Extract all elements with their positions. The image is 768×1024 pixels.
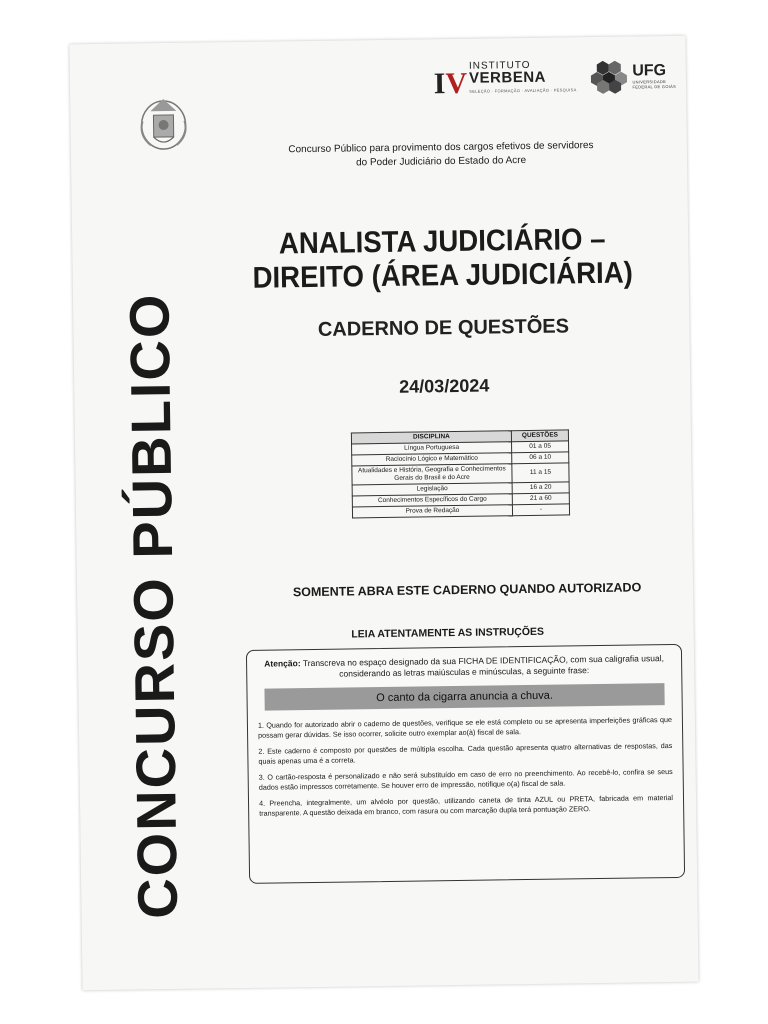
institute-line3: SELEÇÃO · FORMAÇÃO · AVALIAÇÃO · PESQUISA [469, 87, 577, 94]
column-header-discipline: DISCIPLINA [351, 431, 511, 444]
title-line2: DIREITO (ÁREA JUDICIÁRIA) [252, 256, 634, 295]
read-notice: LEIA ATENTAMENTE AS INSTRUÇÕES [351, 625, 545, 641]
state-coat-of-arms-icon [136, 91, 191, 156]
institute-line1: INSTITUTO [468, 59, 531, 72]
transcription-phrase: O canto da cigarra anuncia a chuva. [264, 683, 664, 711]
contest-intro [261, 139, 621, 172]
questions-cell: 06 a 10 [512, 452, 569, 464]
instructions-box [246, 644, 685, 884]
discipline-cell: Conhecimentos Específicos do Cargo [352, 494, 512, 507]
page-title [240, 222, 646, 296]
discipline-cell: Língua Portuguesa [352, 442, 512, 455]
title-line1: ANALISTA JUDICIÁRIO – [278, 222, 606, 261]
intro-line1: Concurso Público para provimento dos cargos efetivos de servidores [288, 140, 594, 156]
instruction-item: 1. Quando for autorizado abrir o caderno de questões, verifique se ele está completo ou se apresenta imperfeições gráficas que possam gerar dúvidas. Se isso ocorrer, solicite outro exemplar ao(à) fiscal de sala. [257, 715, 672, 740]
university-sub2: FEDERAL DE GOIÁS [632, 83, 677, 90]
vertical-label: CONCURSO PÚBLICO [117, 292, 190, 920]
discipline-table [351, 429, 570, 518]
institute-line2: VERBENA [468, 68, 547, 87]
questions-cell: 01 a 05 [512, 441, 569, 453]
discipline-cell: Prova de Redação [352, 505, 512, 518]
attention-label: Atenção: [264, 658, 301, 669]
questions-cell: 16 a 20 [512, 482, 569, 494]
instituto-verbena-logo [433, 59, 577, 101]
open-notice: SOMENTE ABRA ESTE CADERNO QUANDO AUTORIZADO [292, 580, 642, 600]
questions-cell: 11 a 15 [512, 463, 569, 483]
university-sub1: UNIVERSIDADE [632, 79, 667, 85]
ufg-hexagons-icon [590, 60, 628, 95]
ufg-logo [590, 59, 676, 94]
attention-text: Transcreva no espaço designado da sua FICHA DE IDENTIFICAÇÃO, com sua caligrafia usual, considerando as letras maiúsculas e minúsculas, a seguinte frase: [302, 653, 664, 679]
university-name: UFG [632, 62, 667, 80]
questions-cell: 21 a 60 [512, 493, 569, 505]
header-logos [433, 58, 677, 101]
exam-booklet-cover [69, 36, 698, 991]
discipline-cell: Atualidades e História, Geografia e Conhecimentos Gerais do Brasil e do Acre [352, 464, 512, 485]
instruction-item: 4. Preencha, integralmente, um alvéolo por questão, utilizando caneta de tinta AZUL ou PRETA, fabricada em material transparente. A questão deixada em branco, com rasura ou com marcação dupla terá pontuação ZERO. [258, 792, 674, 818]
questions-cell: - [512, 504, 569, 516]
attention-paragraph [257, 653, 671, 681]
iv-logo-mark: IV [433, 66, 468, 101]
table-row [352, 504, 569, 518]
exam-date: 24/03/2024 [399, 375, 490, 397]
instruction-item: 3. O cartão-resposta é personalizado e não será substituído em caso de erro no preenchimento. Ao recebê-lo, confira se seus dados estão impressos corretamente. Se houver erro de impressão, notifique o(a) fiscal de sala. [258, 766, 673, 792]
discipline-cell: Raciocínio Lógico e Matemático [352, 453, 512, 466]
instruction-item: 2. Este caderno é composto por questões de múltipla escolha. Cada questão apresenta quatro alternativas de respostas, das quais apenas uma é a correta. [258, 740, 673, 766]
discipline-cell: Legislação [352, 483, 512, 496]
column-header-questions: QUESTÕES [511, 430, 568, 442]
intro-line2: do Poder Judiciário do Estado do Acre [355, 154, 527, 169]
booklet-subtitle: CADERNO DE QUESTÕES [317, 315, 570, 341]
